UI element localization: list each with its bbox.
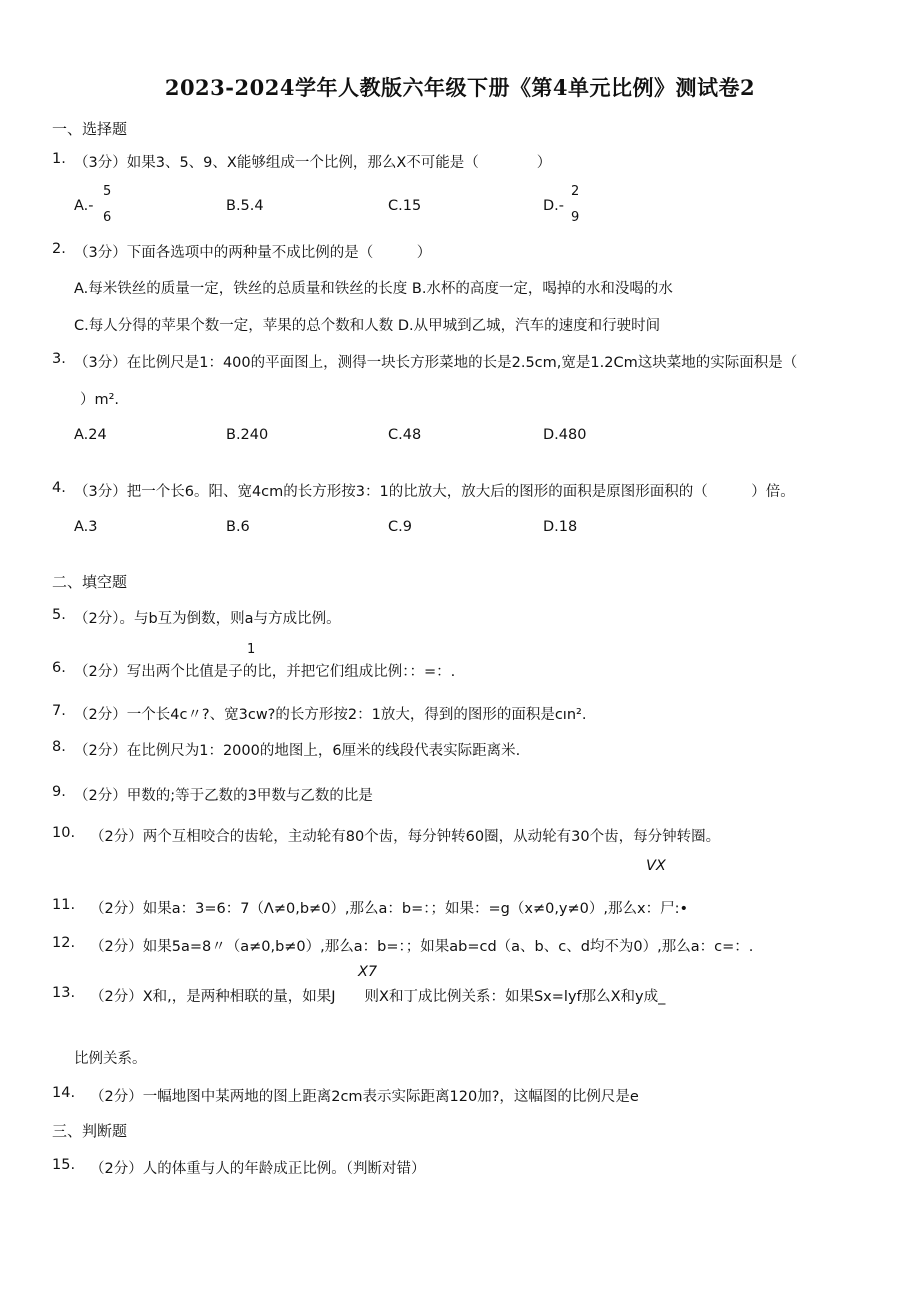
option-d-prefix: D.- [543,198,565,214]
page-title: 2023-2024学年人教版六年级下册《第4单元比例》测试卷2 [164,75,756,100]
option-a-numerator: 5 [103,184,112,199]
question-number: 1. [52,151,66,167]
question-number: 2. [52,241,66,257]
option-b: B.240 [226,427,269,443]
question-text: （2分）X和,，是两种相联的量，如果J 则X和丁成比例关系：如果Sx=lyf那么X和y成_ [90,989,666,1005]
question-number: 13. [52,985,76,1001]
option-a: A.24 [74,427,107,443]
section-heading-judge: 三、判断题 [52,1122,128,1140]
question-text: （2分）两个互相咬合的齿轮，主动轮有80个齿，每分钟转60圈，从动轮有30个齿，每分钟转圈。 [90,829,721,845]
option-a-prefix: A.- [74,198,94,214]
option-d: D.480 [543,427,587,443]
question-number: 9. [52,784,66,800]
option-a-denominator: 6 [103,210,112,225]
fraction-mark: X7 [358,964,378,980]
question-number: 10. [52,825,76,841]
question-number: 8. [52,739,66,755]
option-d-denominator: 9 [571,210,580,225]
option-a: A.3 [74,519,98,535]
question-text: （2分）。与b互为倒数，则a与方成比例。 [74,611,341,627]
question-number: 4. [52,480,66,496]
option-d: D.18 [543,519,578,535]
question-text: （2分）在比例尺为1：2000的地图上，6厘米的线段代表实际距离米. [74,743,521,759]
question-text: （2分）一幅地图中某两地的图上距离2cm表示实际距离120加?，这幅图的比例尺是e [90,1089,639,1105]
question-text: （2分）如果5a=8〃（a≠0,b≠0）,那么a：b=：；如果ab=cd（a、b、c、d均不为0）,那么a：c=：. [90,939,754,955]
section-heading-choice: 一、选择题 [52,120,128,138]
option-c: C.15 [388,198,422,214]
fraction-mark: VX [646,858,666,874]
question-text-continued: ）m². [80,392,120,408]
question-text: （2分）甲数的;等于乙数的3甲数与乙数的比是 [74,788,373,804]
fraction-numerator: 1 [247,642,256,657]
question-number: 5. [52,607,66,623]
question-number: 11. [52,897,76,913]
question-number: 3. [52,351,66,367]
option-b: B.6 [226,519,250,535]
option-c: C.9 [388,519,412,535]
question-text: （3分）下面各选项中的两种量不成比例的是（ ） [74,245,432,261]
question-number: 6. [52,660,66,676]
option-c: C.48 [388,427,422,443]
question-number: 15. [52,1157,76,1173]
option-b: B.5.4 [226,198,264,214]
question-text: （3分）在比例尺是1：400的平面图上，测得一块长方形菜地的长是2.5cm,宽是1.2Cm这块菜地的实际面积是（ [74,355,798,371]
question-number: 14. [52,1085,76,1101]
question-text: （2分）写出两个比值是子的比，并把它们组成比例：：=：. [74,664,456,680]
question-text: （2分）一个长4c〃?、宽3cw?的长方形按2：1放大，得到的图形的面积是cın². [74,707,587,723]
question-number: 12. [52,935,76,951]
option-line: A.每米铁丝的质量一定，铁丝的总质量和铁丝的长度 B.水杯的高度一定，喝掉的水和没喝的水 [74,281,673,297]
question-text-continued: 比例关系。 [74,1051,147,1067]
question-text: （2分）如果a：3=6：7（Λ≠0,b≠0）,那么a：b=：；如果：=g（x≠0,y≠0）,那么x：尸:• [90,901,689,917]
option-line: C.每人分得的苹果个数一定，苹果的总个数和人数 D.从甲城到乙城，汽车的速度和行驶时间 [74,318,661,334]
question-text: （3分）如果3、5、9、X能够组成一个比例，那么X不可能是（ ） [74,155,552,171]
question-number: 7. [52,703,66,719]
question-text: （3分）把一个长6。阳、宽4cm的长方形按3：1的比放大，放大后的图形的面积是原图形面积的（ ）倍。 [74,484,795,500]
section-heading-fill: 二、填空题 [52,573,128,591]
question-text: （2分）人的体重与人的年龄成正比例。（判断对错） [90,1161,426,1177]
option-d-numerator: 2 [571,184,580,199]
